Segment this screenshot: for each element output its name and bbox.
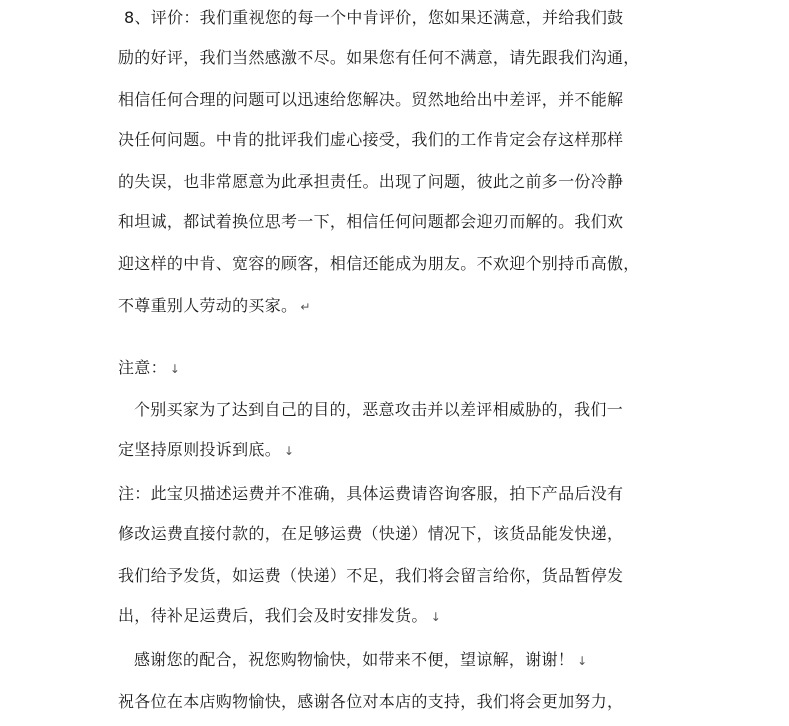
notice-line-2 bbox=[118, 440, 294, 461]
review-line-6: 和坦诚，都试着换位思考一下，相信任何问题都会迎刃而解的。我们欢 bbox=[118, 212, 624, 231]
notice-line-1: 个别买家为了达到自己的目的，恶意攻击并以差评相威胁的，我们一 bbox=[134, 400, 624, 419]
review-line-2: 励的好评，我们当然感激不尽。如果您有任何不满意，请先跟我们沟通， bbox=[118, 48, 640, 67]
notice-heading-text: 注意： bbox=[118, 358, 167, 377]
shipping-note-line-4 bbox=[118, 606, 441, 627]
closing-line: 祝各位在本店购物愉快，感谢各位对本店的支持，我们将会更加努力， bbox=[118, 692, 624, 711]
review-line-8 bbox=[118, 296, 311, 317]
review-line-4: 决任何问题。中肯的批评我们虚心接受，我们的工作肯定会存这样那样 bbox=[118, 130, 624, 149]
review-line-1: 8、评价：我们重视您的每一个中肯评价，您如果还满意，并给我们鼓 bbox=[124, 8, 624, 27]
notice-heading bbox=[118, 358, 180, 379]
thanks-line bbox=[134, 650, 587, 671]
line-break-mark: ↓ bbox=[169, 362, 181, 376]
shipping-note-line-4-text: 出，待补足运费后，我们会及时安排发货。 bbox=[118, 606, 428, 625]
paragraph-mark: ↵ bbox=[300, 300, 311, 314]
review-line-5: 的失误，也非常愿意为此承担责任。出现了问题，彼此之前多一份冷静 bbox=[118, 172, 624, 191]
line-break-mark: ↓ bbox=[284, 444, 295, 458]
line-break-mark: ↓ bbox=[430, 610, 442, 624]
notice-line-2-text: 定坚持原则投诉到底。 bbox=[118, 440, 282, 459]
shipping-note-line-1: 注：此宝贝描述运费并不准确，具体运费请咨询客服，拍下产品后没有 bbox=[118, 484, 624, 503]
review-line-7: 迎这样的中肯、宽容的顾客，相信还能成为朋友。不欢迎个别持币高傲， bbox=[118, 254, 640, 273]
shipping-note-line-2: 修改运费直接付款的，在足够运费（快递）情况下，该货品能发快递， bbox=[118, 524, 624, 543]
line-break-mark: ↓ bbox=[577, 654, 588, 668]
shipping-note-line-3: 我们给予发货，如运费（快递）不足，我们将会留言给你，货品暂停发 bbox=[118, 566, 624, 585]
thanks-line-text: 感谢您的配合，祝您购物愉快，如带来不便，望谅解，谢谢！ bbox=[134, 650, 575, 669]
review-line-8-text: 不尊重别人劳动的买家。 bbox=[118, 296, 298, 315]
review-line-3: 相信任何合理的问题可以迅速给您解决。贸然地给出中差评，并不能解 bbox=[118, 90, 624, 109]
